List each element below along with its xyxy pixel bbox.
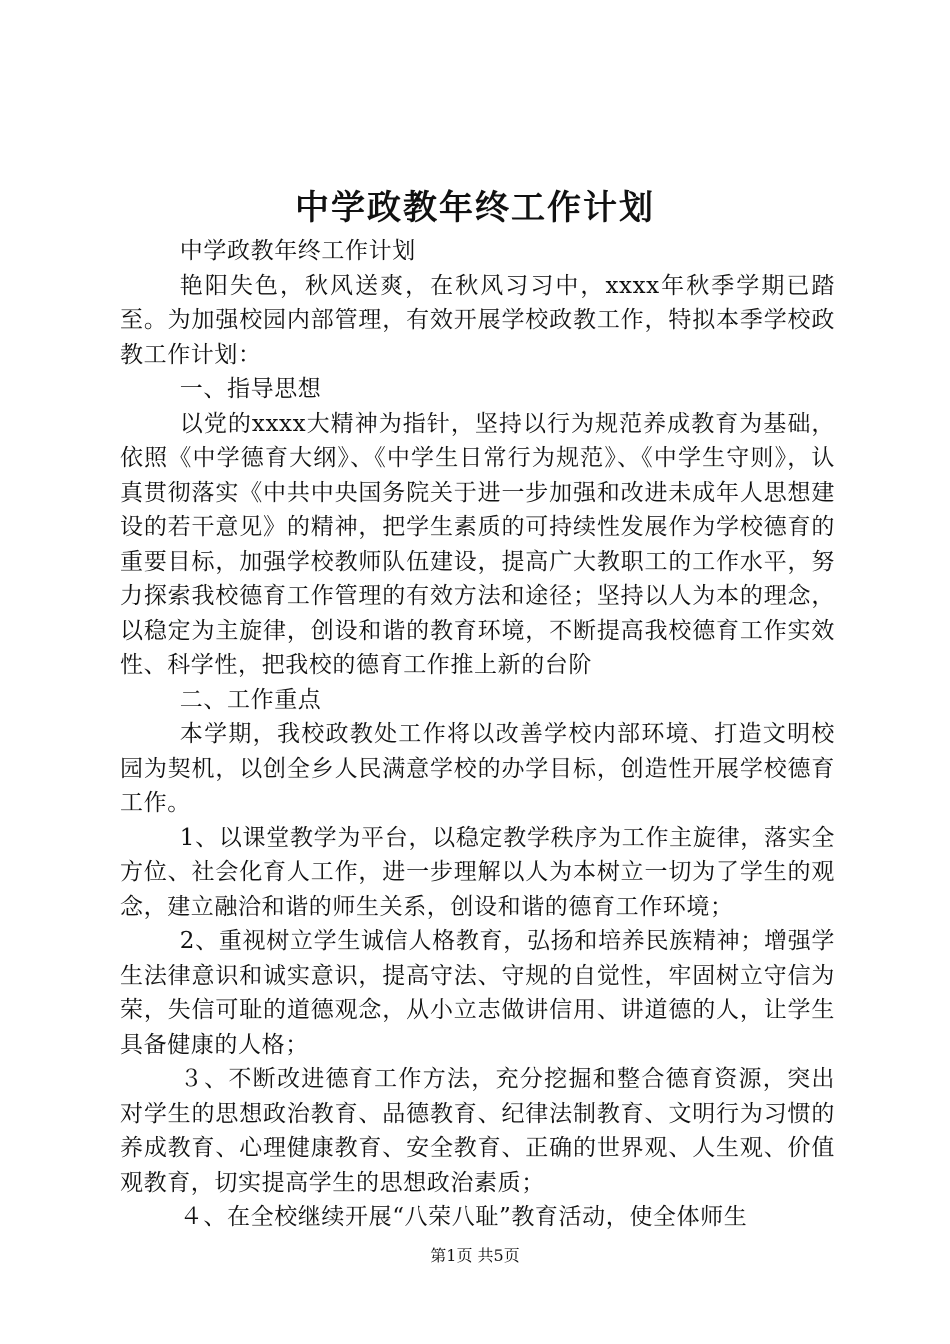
list-item-4: ４、在全校继续开展“八荣八耻”教育活动，使全体师生 bbox=[179, 1204, 748, 1230]
document-title: 中学政教年终工作计划 bbox=[295, 188, 655, 228]
list-item-2: 2、重视树立学生诚信人格教育，弘扬和培养民族精神；增强学生法律意识和诚实意识，提高守法、守规的自觉性，牢固树立守信为荣，失信可耻的道德观念，从小立志做讲信用、讲道德的人，让学生具备健康的人格； bbox=[120, 928, 835, 1058]
document-body bbox=[120, 234, 835, 1235]
list-item-3: ３、不断改进德育工作方法，充分挖掘和整合德育资源，突出对学生的思想政治教育、品德教育、纪律法制教育、文明行为习惯的养成教育、心理健康教育、安全教育、正确的世界观、人生观、价值观教育，切实提高学生的思想政治素质； bbox=[120, 1066, 835, 1196]
paragraph-subtitle: 中学政教年终工作计划 bbox=[179, 238, 416, 264]
paragraph-intro: 艳阳失色，秋风送爽，在秋风习习中，xxxx年秋季学期已踏至。为加强校园内部管理，有效开展学校政教工作，特拟本季学校政教工作计划： bbox=[120, 272, 835, 368]
section-heading-work-focus: 二、工作重点 bbox=[179, 686, 322, 713]
paragraph-work-focus: 本学期，我校政教处工作将以改善学校内部环境、打造文明校园为契机，以创全乡人民满意学校的办学目标，创造性开展学校德育工作。 bbox=[120, 721, 835, 816]
list-item-1: 1、以课堂教学为平台，以稳定教学秩序为工作主旋律，落实全方位、社会化育人工作，进一步理解以人为本树立一切为了学生的观念，建立融洽和谐的师生关系，创设和谐的德育工作环境； bbox=[120, 824, 835, 920]
paragraph-guiding-ideology: 以党的xxxx大精神为指针，坚持以行为规范养成教育为基础，依照《中学德育大纲》、《中学生日常行为规范》、《中学生守则》，认真贯彻落实《中共中央国务院关于进一步加强和改进未成年人思想建设的若干意见》的精神，把学生素质的可持续性发展作为学校德育的重要目标，加强学校教师队伍建设，提高广大教职工的工作水平，努力探索我校德育工作管理的有效方法和途径；坚持以人为本的理念，以稳定为主旋律，创设和谐的教育环境，不断提高我校德育工作实效性、科学性，把我校的德育工作推上新的台阶 bbox=[120, 410, 835, 678]
page-number-footer: 第1页 共5页 bbox=[430, 1246, 520, 1265]
section-heading-guiding-ideology: 一、指导思想 bbox=[179, 376, 322, 402]
